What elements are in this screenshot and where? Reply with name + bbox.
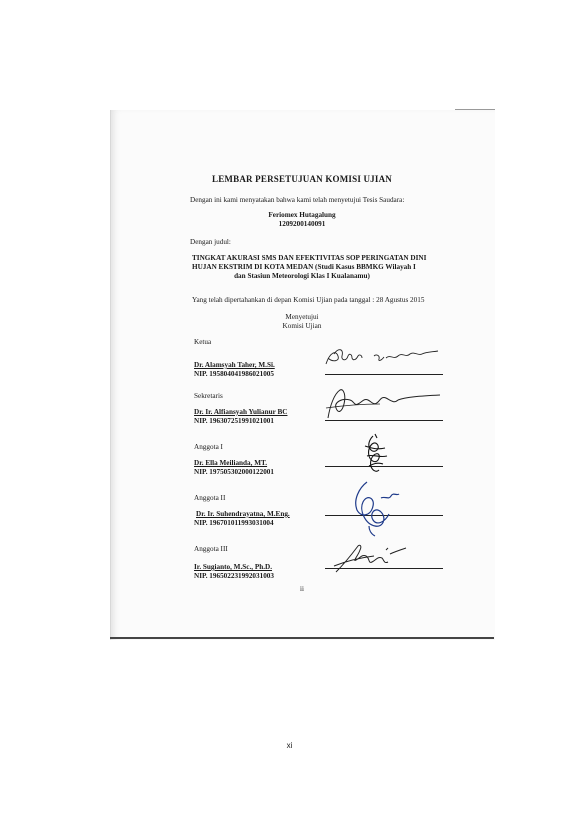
member-nip: NIP. 195804041986021005 xyxy=(194,370,274,378)
student-name: Feriomex Hutagalung xyxy=(268,211,336,219)
member-nip: NIP. 196701011993031004 xyxy=(194,519,274,527)
thesis-title-line: dan Stasiun Meteorologi Klas I Kualanamu) xyxy=(234,272,370,280)
member-name: Dr. Ir. Alfiansyah Yulianur BC xyxy=(194,408,288,416)
signature-sekretaris xyxy=(320,386,442,420)
member-role: Ketua xyxy=(194,338,212,346)
member-nip: NIP. 197505302000122001 xyxy=(194,468,274,476)
signature-line xyxy=(325,374,443,375)
page-number: xi xyxy=(286,741,293,750)
scanned-page xyxy=(110,110,495,640)
thesis-title-line: HUJAN EKSTRIM DI KOTA MEDAN (Studi Kasus BBMKG Wilayah I xyxy=(192,263,416,271)
member-role: Anggota III xyxy=(194,545,228,553)
member-role: Anggota II xyxy=(194,494,226,502)
approval-subheading: Komisi Ujian xyxy=(282,322,322,330)
scan-bottom-edge xyxy=(110,637,494,639)
member-name: Dr. Ella Meilianda, MT. xyxy=(194,459,268,467)
student-id: 1209200140091 xyxy=(278,220,326,228)
member-name: Dr. Alamsyah Taher, M.Si. xyxy=(194,361,275,369)
member-role: Anggota I xyxy=(194,443,223,451)
member-name: Dr. Ir. Suhendrayatna, M.Eng. xyxy=(196,510,290,518)
intro-text: Dengan ini kami menyatakan bahwa kami telah menyetujui Tesis Saudara: xyxy=(190,196,405,204)
signature-anggota-3 xyxy=(330,536,410,576)
member-nip: NIP. 196502231992031003 xyxy=(194,572,274,580)
member-role: Sekretaris xyxy=(194,392,223,400)
scan-edge-line xyxy=(455,109,495,110)
signature-ketua xyxy=(322,346,440,368)
document-title: LEMBAR PERSETUJUAN KOMISI UJIAN xyxy=(212,174,392,184)
member-name: Ir. Sugianto, M.Sc., Ph.D. xyxy=(194,563,273,571)
inner-page-number: ii xyxy=(300,585,304,593)
defense-statement: Yang telah dipertahankan di depan Komisi Ujian pada tanggal : 28 Agustus 2015 xyxy=(192,296,425,304)
signature-line xyxy=(325,420,443,421)
signature-anggota-1 xyxy=(355,432,395,476)
judul-label: Dengan judul: xyxy=(190,238,231,246)
thesis-title-line: TINGKAT AKURASI SMS DAN EFEKTIVITAS SOP PERINGATAN DINI xyxy=(192,254,427,262)
member-nip: NIP. 196307251991021001 xyxy=(194,417,274,425)
signature-anggota-2 xyxy=(345,478,409,538)
approval-heading: Menyetujui xyxy=(285,313,319,321)
